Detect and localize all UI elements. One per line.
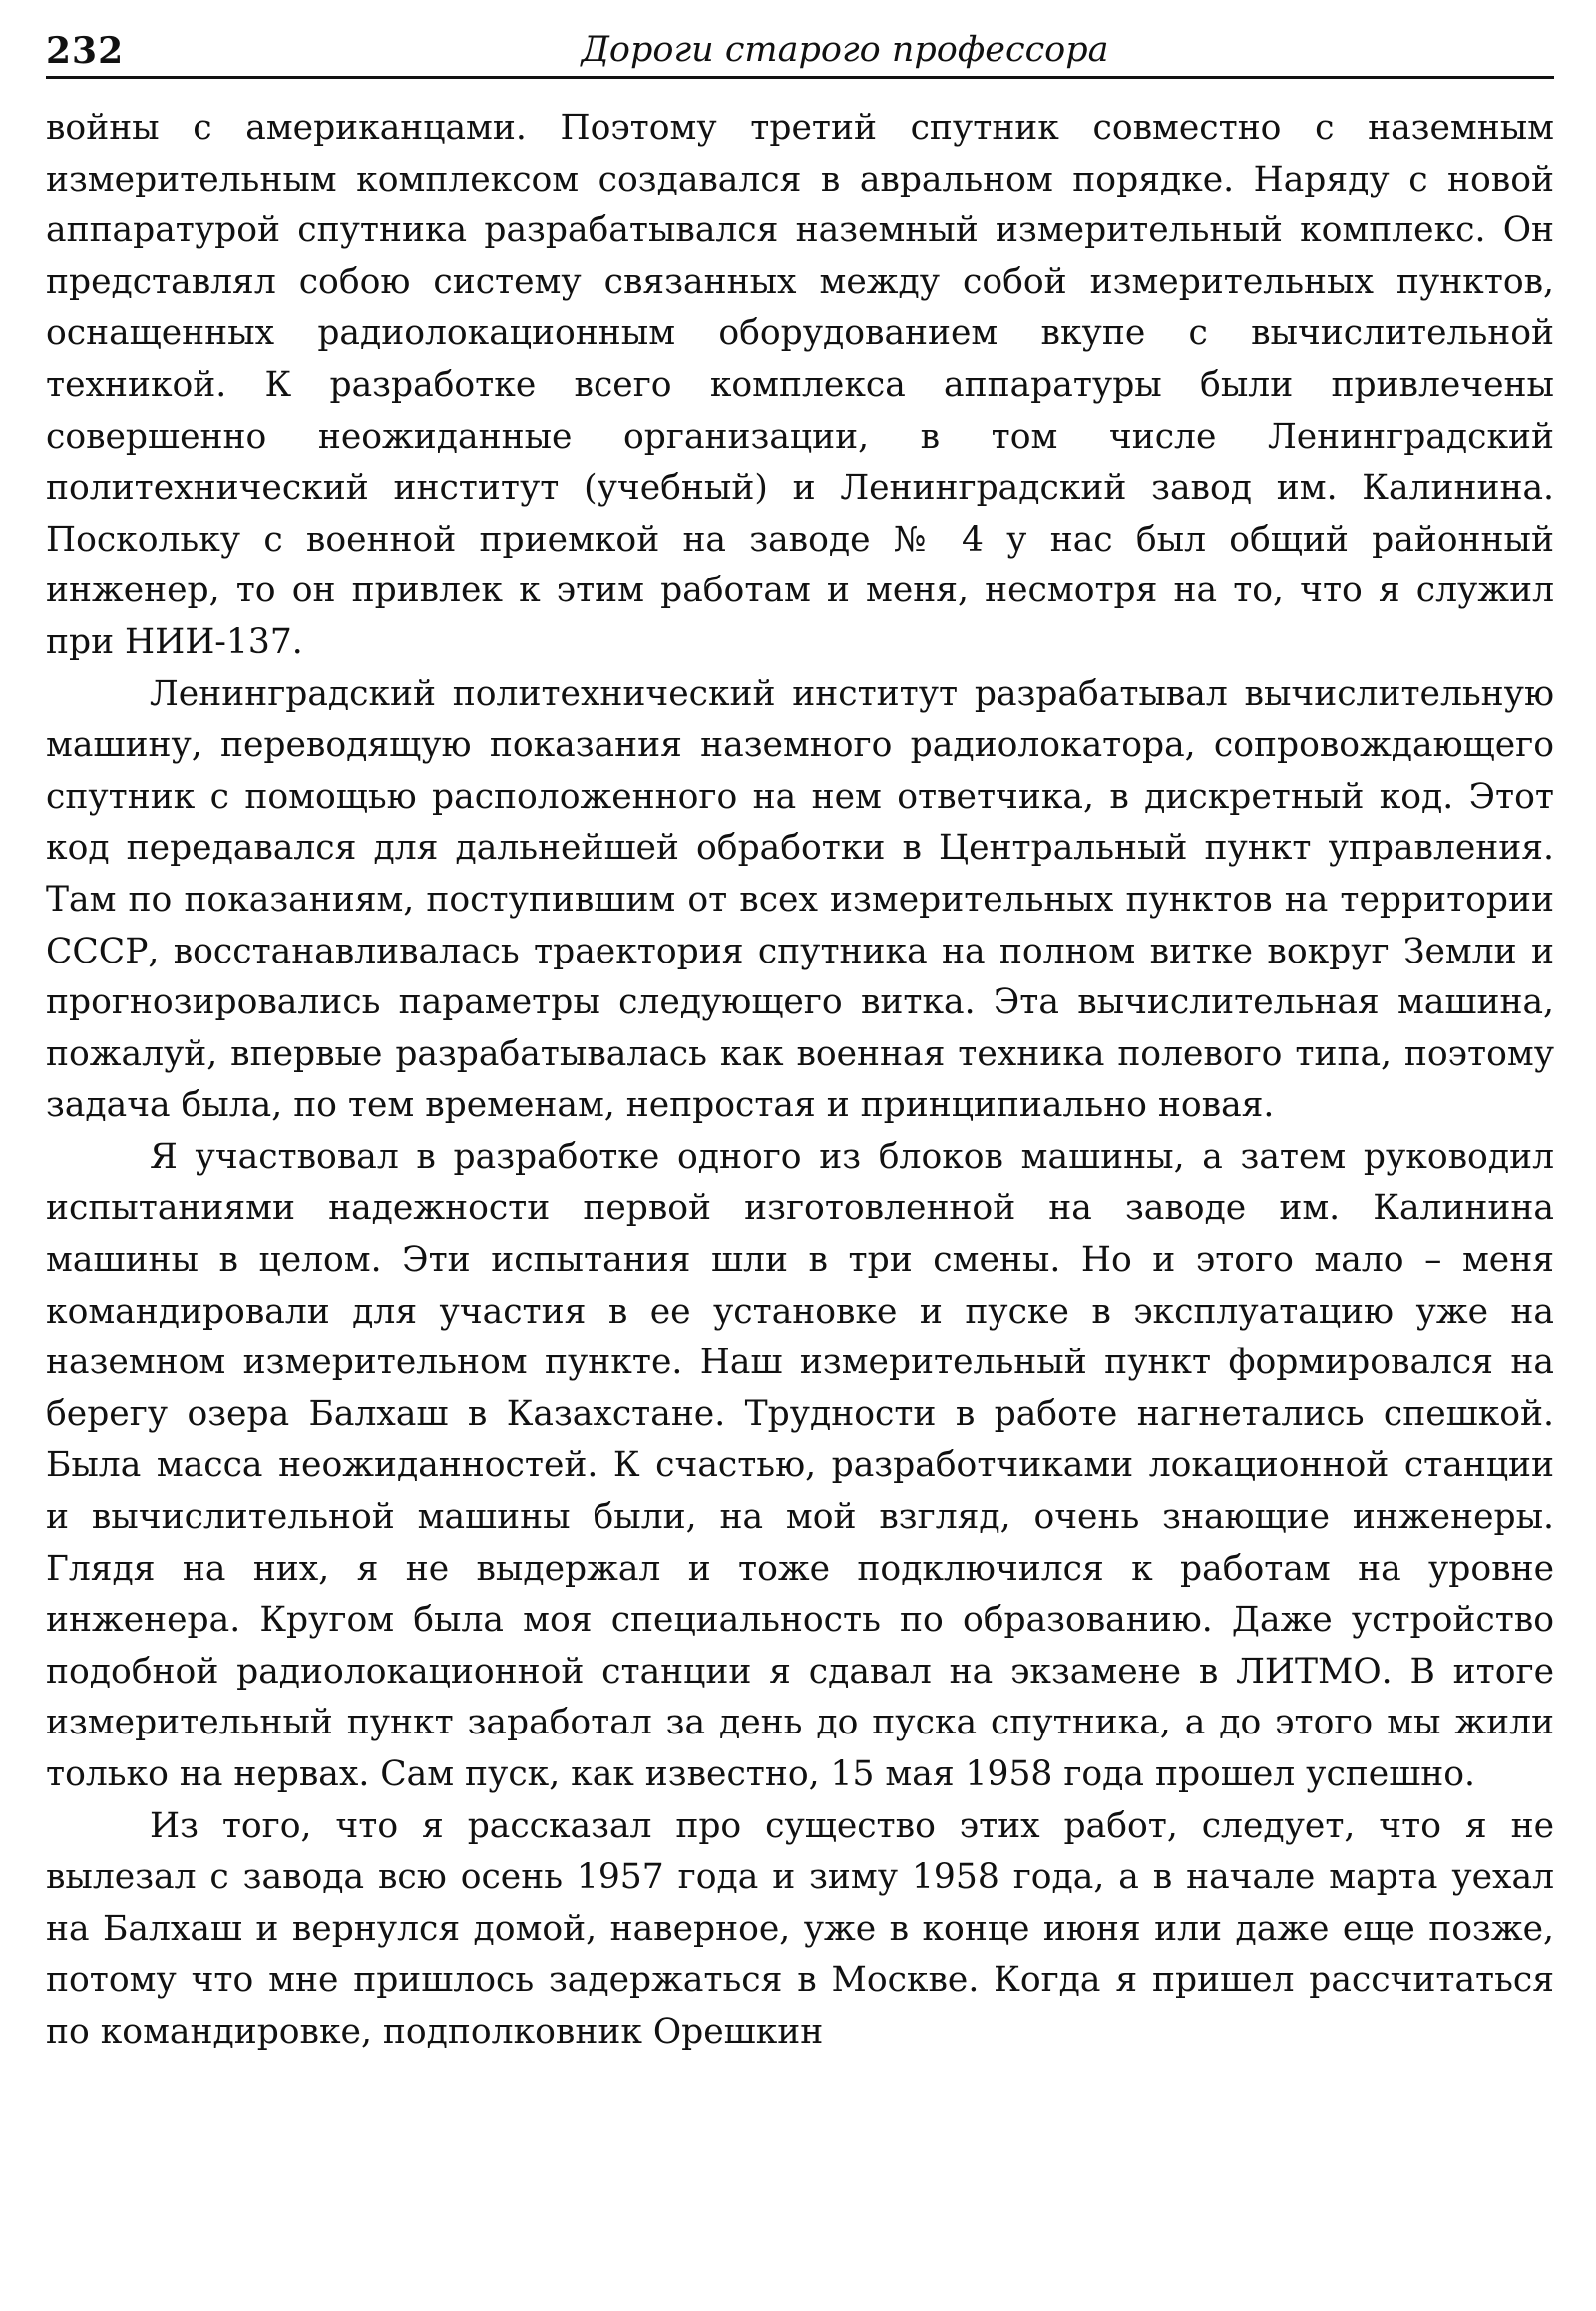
page-number: 232 bbox=[46, 30, 125, 72]
paragraph-2: Ленинградский политехнический институт разрабатывал вычислительную машину, переводящую показания наземного радиолокатора, сопровождающего спутник с помощью расположенного на нем ответчика, в дискретный код. Этот код передавался для дальнейшей обработки в Центральный пункт управления. Там по показаниям, поступившим от всех измерительных пунктов на территории СССР, восстанавливалась траектория спутника на полном витке вокруг Земли и прогнозировались параметры следующего витка. Эта вычислительная машина, пожалуй, впервые разрабатывалась как военная техника полевого типа, поэтому задача была, по тем временам, непростая и принципиально новая. bbox=[46, 673, 1554, 1126]
paragraph-1: войны с американцами. Поэтому третий спутник совместно с наземным измерительным комплексом создавался в авральном порядке. Наряду с новой аппаратурой спутника разрабатывался наземный измерительный комплекс. Он представлял собою систему связанных между собой измерительных пунктов, оснащенных радиолокационным оборудованием вкупе с вычислительной техникой. К разработке всего комплекса аппаратуры были привлечены совершенно неожиданные организации, в том числе Ленинградский политехнический институт (учебный) и Ленинградский завод им. Калинина. Поскольку с военной приемкой на заводе № 4 у нас был общий районный инженер, то он привлек к этим работам и меня, несмотря на то, что я служил при НИИ-137. bbox=[46, 108, 1554, 662]
book-page bbox=[46, 20, 1554, 2059]
page-body bbox=[46, 103, 1554, 2059]
paragraph-4: Из того, что я рассказал про существо этих работ, следует, что я не вылезал с завода всю осень 1957 года и зиму 1958 года, а в начале марта уехал на Балхаш и вернулся домой, наверное, уже в конце июня или даже еще позже, потому что мне пришлось задержаться в Москве. Когда я пришел рассчитаться по командировке, подполковник Орешкин bbox=[46, 1805, 1554, 2052]
running-header bbox=[46, 20, 1554, 79]
running-title: Дороги старого профессора bbox=[581, 30, 1109, 70]
paragraph-3: Я участвовал в разработке одного из блоков машины, а затем руководил испытаниями надежности первой изготовленной на заводе им. Калинина машины в целом. Эти испытания шли в три смены. Но и этого мало – меня командировали для участия в ее установке и пуске в эксплуатацию уже на наземном измерительном пункте. Наш измерительный пункт формировался на берегу озера Балхаш в Казахстане. Трудности в работе нагнетались спешкой. Была масса неожиданностей. К счастью, разработчиками локационной станции и вычислительной машины были, на мой взгляд, очень знающие инженеры. Глядя на них, я не выдержал и тоже подключился к работам на уровне инженера. Кругом была моя специальность по образованию. Даже устройство подобной радиолокационной станции я сдавал на экзамене в ЛИТМО. В итоге измерительный пункт заработал за день до пуска спутника, а до этого мы жили только на нервах. Сам пуск, как известно, 15 мая 1958 года прошел успешно. bbox=[46, 1136, 1554, 1794]
